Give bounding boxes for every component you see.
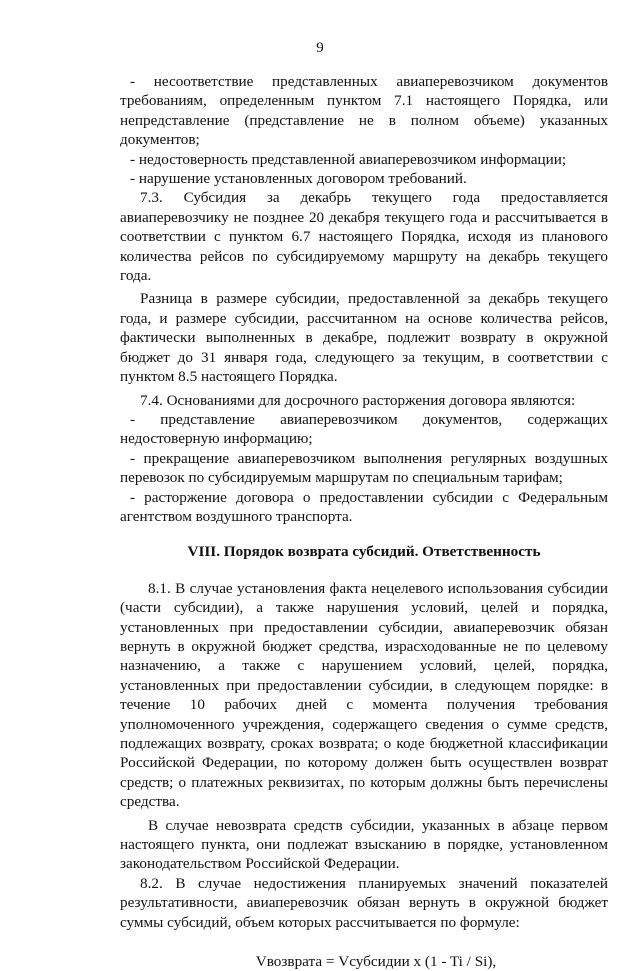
- paragraph-unreliability: - недостоверность представленной авиаперевозчиком информации;: [130, 150, 567, 168]
- paragraph-non-return: В случае невозврата средств субсидии, указанных в абзаце первом настоящего пункта, они подлежат взысканию в порядке, установленном законодательством Российской Федерации.: [120, 816, 608, 873]
- paragraph-nonconformity: - несоответствие представленных авиаперевозчиком документов требованиям, определенным пунктом 7.1 настоящего Порядка, или непредставление (представление не в полном объеме) указанных документов;: [120, 73, 608, 149]
- paragraph-7-3: 7.3. Субсидия за декабрь текущего года предоставляется авиаперевозчику не позднее 20 декабря текущего года и рассчитывается в соответствии с пунктом 6.7 настоящего Порядка, исходя из планового количества рейсов по субсидируемому маршруту на декабрь текущего года.: [120, 189, 608, 285]
- paragraph-contract-violation: - нарушение установленных договором требований.: [130, 170, 467, 188]
- paragraph-8-1: 8.1. В случае установления факта нецелевого использования субсидии (части субсидии), а также нарушения условий, целей и порядка, установленных при предоставлении субсидии, авиаперевозчик обязан вернуть в окружной бюджет средства, израсходованные не по целевому назначению, а также с нарушением условий, целей, порядка, установленных при предоставлении субсидии, в следующем порядке: в течение 10 рабочих дней с момента получения требования уполномоченного учреждения, содержащего сведения о сумме средств, подлежащих возврату, сроках возврата; о коде бюджетной классификации Российской Федерации, по которому должен быть осуществлен возврат средств; о платежных реквизитах, по которым должны быть перечислены средства.: [120, 579, 608, 811]
- paragraph-termination-agreement: - расторжение договора о предоставлении субсидии с Федеральным агентством воздушного транспорта.: [120, 488, 608, 525]
- paragraph-difference: Разница в размере субсидии, предоставленной за декабрь текущего года, и размере субсидии, рассчитанном на основе количества рейсов, фактически выполненных в декабре, подлежит возврату в окружной бюджет до 31 января года, следующего за текущим, в соответствии с пунктом 8.5 настоящего Порядка.: [120, 290, 608, 386]
- return-formula: Vвозврата = Vсубсидии x (1 - Ti / Si),: [255, 953, 497, 971]
- paragraph-false-documents: - представление авиаперевозчиком документов, содержащих недостоверную информацию;: [120, 410, 608, 448]
- paragraph-termination-flights: - прекращение авиаперевозчиком выполнения регулярных воздушных перевозок по субсидируемым маршрутам по специальным тарифам;: [120, 449, 608, 487]
- section-heading: VIII. Порядок возврата субсидий. Ответственность: [187, 543, 541, 561]
- document-body: [120, 72, 608, 971]
- page-number: 9: [316, 40, 324, 56]
- paragraph-7-4: 7.4. Основаниями для досрочного расторжения договора являются:: [140, 391, 576, 409]
- paragraph-8-2: 8.2. В случае недостижения планируемых значений показателей результативности, авиаперевозчик обязан вернуть в окружной бюджет суммы субсидий, объем которых рассчитывается по формуле:: [120, 874, 608, 931]
